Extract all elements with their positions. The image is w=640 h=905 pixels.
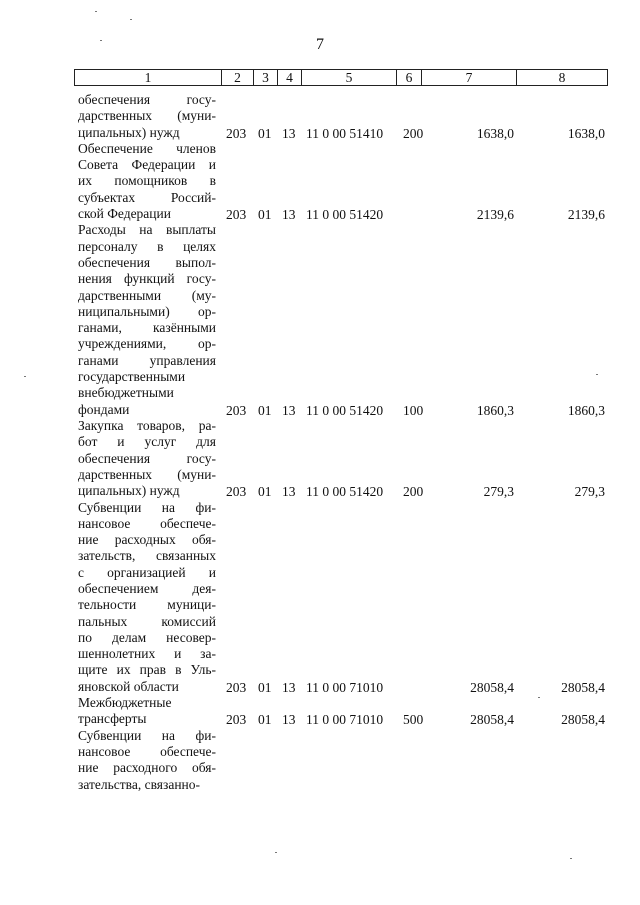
description-line: Совета Федерации и [78,157,216,173]
cell-c5: 11 0 00 51420 [306,402,384,418]
description-line: Субвенции на фи- [78,727,216,743]
row-description [78,500,216,696]
cell-c3: 01 [258,125,272,141]
row-description [78,141,216,222]
description-line: пальных комиссий [78,613,216,629]
cell-c4: 13 [282,712,296,728]
description-line: дарственных (муни- [78,466,216,482]
description-line: Закупка товаров, ра- [78,418,216,433]
description-line: Обеспечение членов [78,140,216,156]
cell-c7: 28058,4 [470,679,514,695]
page-number: 7 [316,36,324,53]
description-line: Субвенции на фи- [78,499,216,515]
cell-c2: 203 [226,207,247,223]
description-line: фондами [78,401,130,417]
cell-c2: 203 [226,679,247,695]
description-line: бот и услуг для [78,434,216,450]
description-line: шеннолетних и за- [78,646,216,662]
description-line: обеспечением дея- [78,580,216,596]
description-line: нансовое обеспече- [78,515,216,531]
cell-c6: 200 [403,125,424,141]
cell-c2: 203 [226,125,247,141]
column-header-5: 5 [302,70,397,86]
description-line: внебюджетными [78,385,174,401]
column-header-row [75,70,608,86]
cell-c4: 13 [282,125,296,141]
description-line: щите их прав в Уль- [78,662,216,678]
cell-c2: 203 [226,402,247,418]
description-line: зательства, связанно- [78,776,201,792]
description-line: Расходы на выплаты [78,222,216,238]
description-line: обеспечения выпол- [78,254,216,270]
description-line: ципальных) нужд [78,483,180,499]
cell-c3: 01 [258,402,272,418]
description-line: нансовое обеспече- [78,743,216,759]
description-line: ниципальными) ор- [78,303,216,319]
cell-c7: 279,3 [483,484,514,500]
cell-c3: 01 [258,679,272,695]
column-header-7: 7 [422,70,517,86]
row-description [78,92,216,141]
cell-c8: 279,3 [574,484,605,500]
cell-c8: 2139,6 [567,207,605,223]
cell-c6: 500 [403,712,424,728]
description-line: ганами управления [78,352,216,368]
description-line: зательств, связанных [78,548,216,564]
row-description [78,695,216,728]
description-line: ние расходных обя- [78,532,216,548]
cell-c5: 11 0 00 51420 [306,207,384,223]
description-line: персоналу в целях [78,238,216,254]
cell-c5: 11 0 00 71010 [306,679,384,695]
description-line: тельности муници- [78,597,216,613]
cell-c3: 01 [258,207,272,223]
cell-c2: 203 [226,712,247,728]
row-description [78,728,216,793]
description-line: ганами, казёнными [78,320,216,336]
cell-c2: 203 [226,484,247,500]
cell-c7: 1860,3 [476,402,514,418]
cell-c8: 1860,3 [567,402,605,418]
cell-c6: 100 [403,402,424,418]
cell-c4: 13 [282,207,296,223]
cell-c8: 28058,4 [561,679,605,695]
row-description [78,418,216,499]
description-line: обеспечения госу- [78,92,216,107]
description-line: дарственными (му- [78,287,216,303]
cell-c7: 2139,6 [476,207,514,223]
cell-c3: 01 [258,712,272,728]
cell-c7: 28058,4 [470,712,514,728]
description-line: нения функций госу- [78,271,216,287]
description-line: яновской области [78,678,179,694]
description-line: ние расходного обя- [78,760,216,776]
cell-c5: 11 0 00 51420 [306,484,384,500]
description-line: учреждениями, ор- [78,336,216,352]
description-line: ципальных) нужд [78,124,180,140]
cell-c7: 1638,0 [476,125,514,141]
cell-c6: 200 [403,484,424,500]
description-line: Межбюджетные [78,695,172,711]
cell-c3: 01 [258,484,272,500]
description-line: ской Федерации [78,206,171,222]
description-line: по делам несовер- [78,629,216,645]
column-header-6: 6 [397,70,422,86]
column-header-8: 8 [517,70,608,86]
description-line: с организацией и [78,564,216,580]
description-line: субъектах Россий- [78,189,216,205]
description-line: дарственных (муни- [78,108,216,124]
description-line: обеспечения госу- [78,450,216,466]
column-header-2: 2 [222,70,254,86]
column-header-3: 3 [254,70,278,86]
cell-c4: 13 [282,484,296,500]
description-line: их помощников в [78,173,216,189]
column-header-table [74,69,608,86]
column-header-4: 4 [278,70,302,86]
description-line: государственными [78,369,186,385]
cell-c4: 13 [282,679,296,695]
cell-c5: 11 0 00 71010 [306,712,384,728]
row-description [78,222,216,418]
description-line: трансферты [78,711,147,727]
cell-c5: 11 0 00 51410 [306,125,384,141]
cell-c8: 28058,4 [561,712,605,728]
column-header-1: 1 [75,70,222,86]
cell-c4: 13 [282,402,296,418]
cell-c8: 1638,0 [567,125,605,141]
